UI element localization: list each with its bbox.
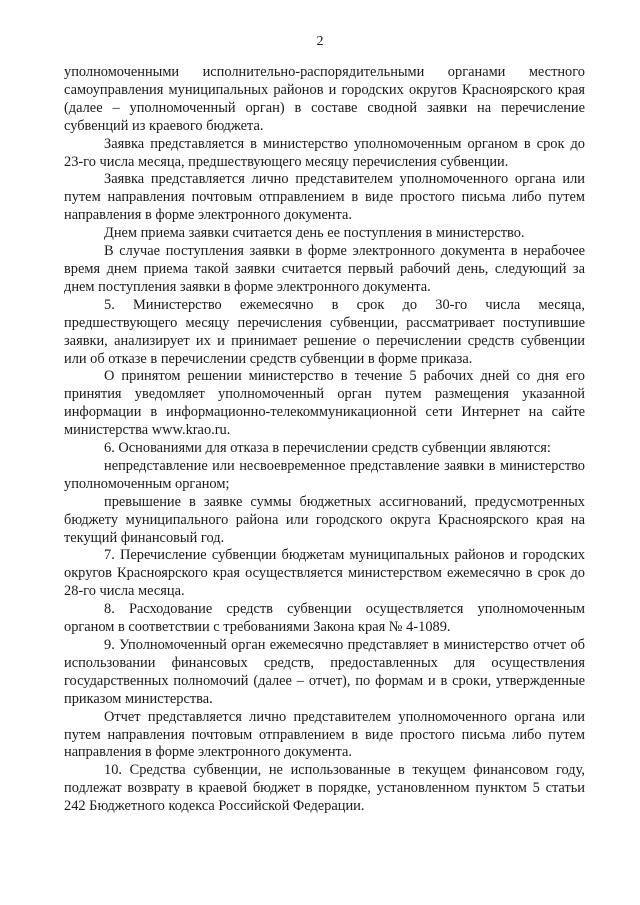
- paragraph-decision-notification: О принятом решении министерство в течение 5 рабочих дней со дня его принятия уведомляет уполномоченный орган путем размещения указанной информации в информационно-телекоммуникационной сети Интернет на сайте министерства www.krao.ru.: [64, 368, 585, 439]
- paragraph-refusal-reason-1: непредставление или несвоевременное представление заявки в министерство уполномоченным органом;: [64, 457, 585, 492]
- paragraph-report-submission: Отчет представляется лично представителем уполномоченного органа или путем направления почтовым отправлением в виде простого письма либо путем направления в форме электронного документа.: [64, 708, 585, 761]
- paragraph-continuation: уполномоченными исполнительно-распорядительными органами местного самоуправления муниципальных районов и городских округов Красноярского края (далее – уполномоченный орган) в составе сводной заявки на перечисление субвенций из краевого бюджета.: [64, 64, 585, 134]
- paragraph-refusal-reason-2: превышение в заявке суммы бюджетных ассигнований, предусмотренных бюджету муниципального района или городского округа Красноярского края на текущий финансовый год.: [64, 493, 585, 546]
- document-body: [64, 64, 585, 816]
- paragraph-electronic-application: В случае поступления заявки в форме электронного документа в нерабочее время днем приема такой заявки считается первый рабочий день, следующий за днем поступления заявки в форме электронного документа.: [64, 243, 585, 295]
- paragraph-item-10: 10. Средства субвенции, не использованные в текущем финансовом году, подлежат возврату в краевой бюджет в порядке, установленном пунктом 5 статьи 242 Бюджетного кодекса Российской Федерации.: [64, 762, 585, 815]
- paragraph-item-9: 9. Уполномоченный орган ежемесячно представляет в министерство отчет об использовании финансовых средств, предоставленных для осуществления государственных полномочий (далее – отчет), по формам и в сроки, утвержденные приказом министерства.: [64, 637, 585, 707]
- paragraph-item-6: 6. Основаниями для отказа в перечислении средств субвенции являются:: [104, 440, 551, 457]
- page-number: 2: [316, 34, 324, 49]
- paragraph-item-5: 5. Министерство ежемесячно в срок до 30-го числа месяца, предшествующего месяцу перечисления субвенции, рассматривает поступившие заявки, анализирует их и принимает решение о перечислении средств субвенции или об отказе в перечислении средств субвенции в форме приказа.: [64, 296, 585, 367]
- paragraph-item-7: 7. Перечисление субвенции бюджетам муниципальных районов и городских округов Красноярского края осуществляется министерством ежемесячно в срок до 28-го числа месяца.: [64, 547, 585, 600]
- paragraph-application-submission: Заявка представляется лично представителем уполномоченного органа или путем направления почтовым отправлением в виде простого письма либо путем направления в форме электронного документа.: [64, 171, 585, 224]
- paragraph-item-8: 8. Расходование средств субвенции осуществляется уполномоченным органом в соответствии с требованиями Закона края № 4-1089.: [64, 601, 585, 636]
- paragraph-application-deadline: Заявка представляется в министерство уполномоченным органом в срок до 23-го числа месяца, предшествующего месяцу перечисления субвенции.: [64, 135, 585, 170]
- paragraph-application-receipt-day: Днем приема заявки считается день ее поступления в министерство.: [104, 225, 525, 242]
